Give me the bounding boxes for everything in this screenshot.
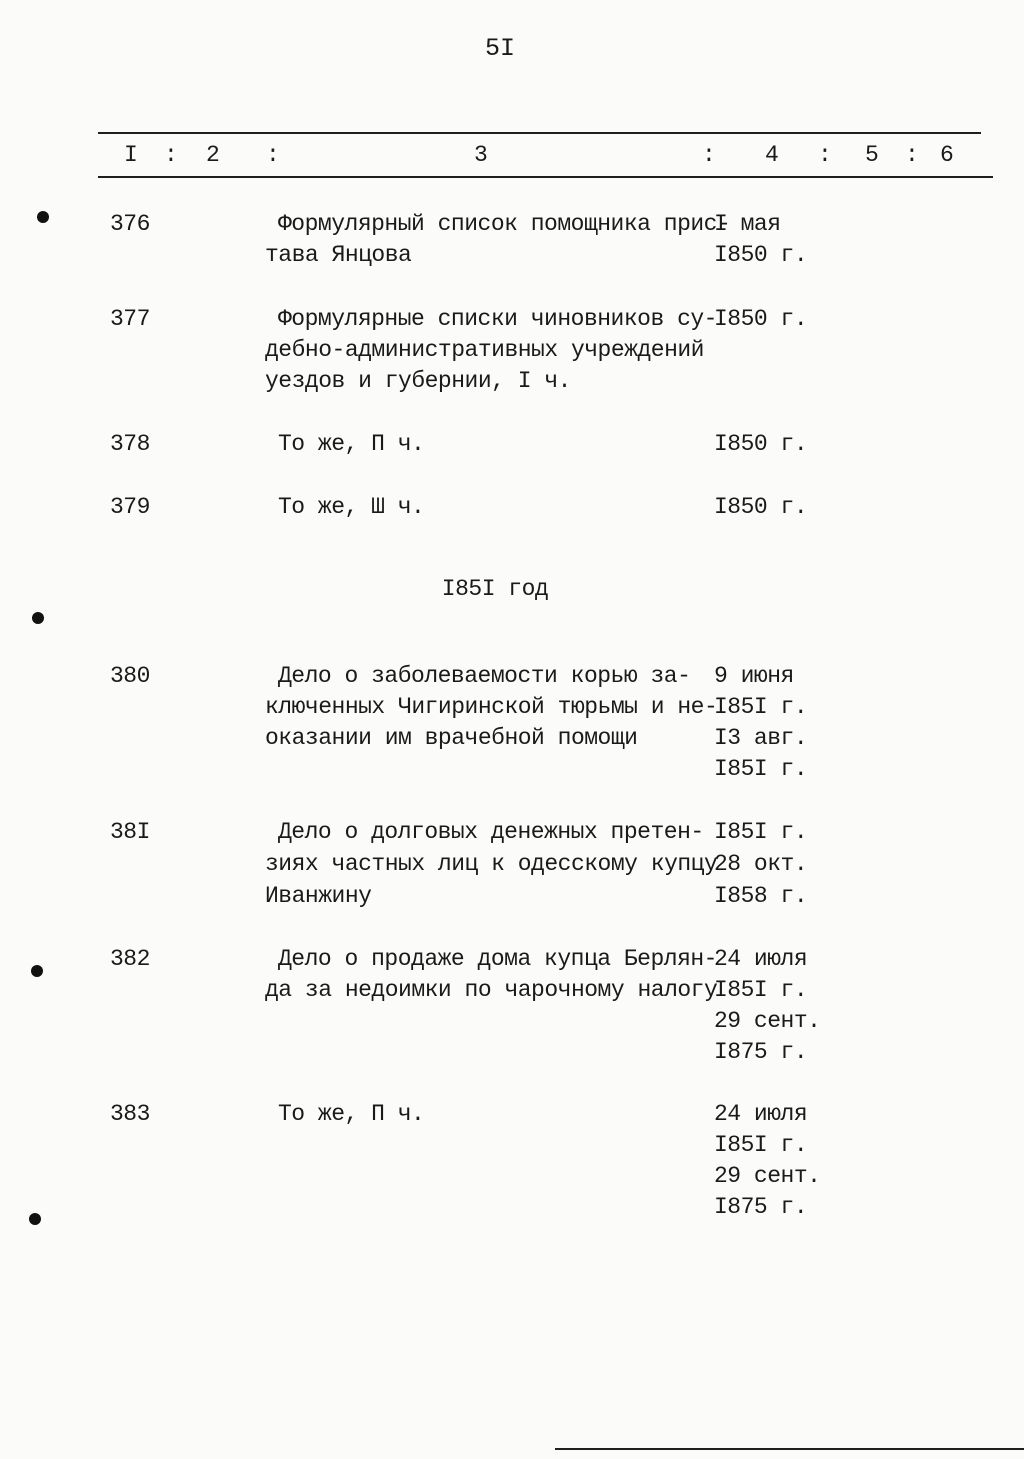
row-number: 379 [110, 494, 150, 520]
row-date: 24 июля [714, 946, 808, 972]
row-title-line: Дело о долговых денежных претен- [278, 819, 704, 845]
column-header-separator: : [266, 142, 280, 168]
row-number: 376 [110, 211, 150, 237]
section-heading-year: I85I год [441, 576, 549, 602]
row-date: I85I г. [714, 1132, 808, 1158]
row-title-line: То же, Ш ч. [278, 494, 425, 520]
column-header-1: I [124, 142, 138, 168]
row-date: 29 сент. [714, 1163, 821, 1189]
binder-hole-mark [37, 211, 49, 223]
row-date: I858 г. [714, 883, 808, 909]
row-title-line: Формулярные списки чиновников су- [278, 306, 717, 332]
row-date: I3 авг. [714, 725, 808, 751]
row-date: I85I г. [714, 819, 808, 845]
row-date: I875 г. [714, 1039, 808, 1065]
header-top-rule [98, 132, 981, 134]
row-title-line: Формулярный список помощника прис- [278, 211, 731, 237]
row-title-line: ключенных Чигиринской тюрьмы и не- [265, 694, 718, 720]
column-header-2: 2 [206, 142, 220, 168]
binder-hole-mark [31, 965, 43, 977]
row-number: 382 [110, 946, 150, 972]
row-number: 380 [110, 663, 150, 689]
row-date: I мая [714, 211, 781, 237]
row-number: 383 [110, 1101, 150, 1127]
column-header-5: 5 [865, 142, 879, 168]
row-number: 38I [110, 819, 150, 845]
column-header-6: 6 [940, 142, 954, 168]
row-title-line: зиях частных лиц к одесскому купцу [265, 851, 718, 877]
row-date: 9 июня [714, 663, 794, 689]
row-date: 24 июля [714, 1101, 808, 1127]
column-header-separator: : [818, 142, 832, 168]
row-date: I875 г. [714, 1194, 808, 1220]
column-header-3: 3 [474, 142, 488, 168]
row-date: 28 окт. [714, 851, 808, 877]
column-header-separator: : [702, 142, 716, 168]
row-title-line: Иванжину [265, 883, 372, 909]
binder-hole-mark [32, 612, 44, 624]
row-date: 29 сент. [714, 1008, 821, 1034]
row-date: I850 г. [714, 431, 808, 457]
row-date: I85I г. [714, 694, 808, 720]
row-date: I850 г. [714, 242, 808, 268]
row-title-line: тава Янцова [265, 242, 412, 268]
row-title-line: дебно-административных учреждений [265, 337, 704, 363]
bottom-edge-rule [555, 1448, 1024, 1450]
binder-hole-mark [29, 1213, 41, 1225]
row-title-line: Дело о продаже дома купца Берлян- [278, 946, 717, 972]
row-date: I85I г. [714, 756, 808, 782]
header-bottom-rule [98, 176, 993, 178]
row-date: I850 г. [714, 494, 808, 520]
page-number: 5I [484, 34, 515, 63]
column-header-separator: : [164, 142, 178, 168]
column-header-separator: : [905, 142, 919, 168]
row-title-line: То же, П ч. [278, 1101, 425, 1127]
row-date: I850 г. [714, 306, 808, 332]
row-number: 378 [110, 431, 150, 457]
row-title-line: оказании им врачебной помощи [265, 725, 638, 751]
row-title-line: да за недоимки по чарочному налогу [265, 977, 718, 1003]
row-title-line: Дело о заболеваемости корью за- [278, 663, 691, 689]
row-number: 377 [110, 306, 150, 332]
row-title-line: То же, П ч. [278, 431, 425, 457]
column-header-4: 4 [765, 142, 779, 168]
row-date: I85I г. [714, 977, 808, 1003]
row-title-line: уездов и губернии, I ч. [265, 368, 571, 394]
